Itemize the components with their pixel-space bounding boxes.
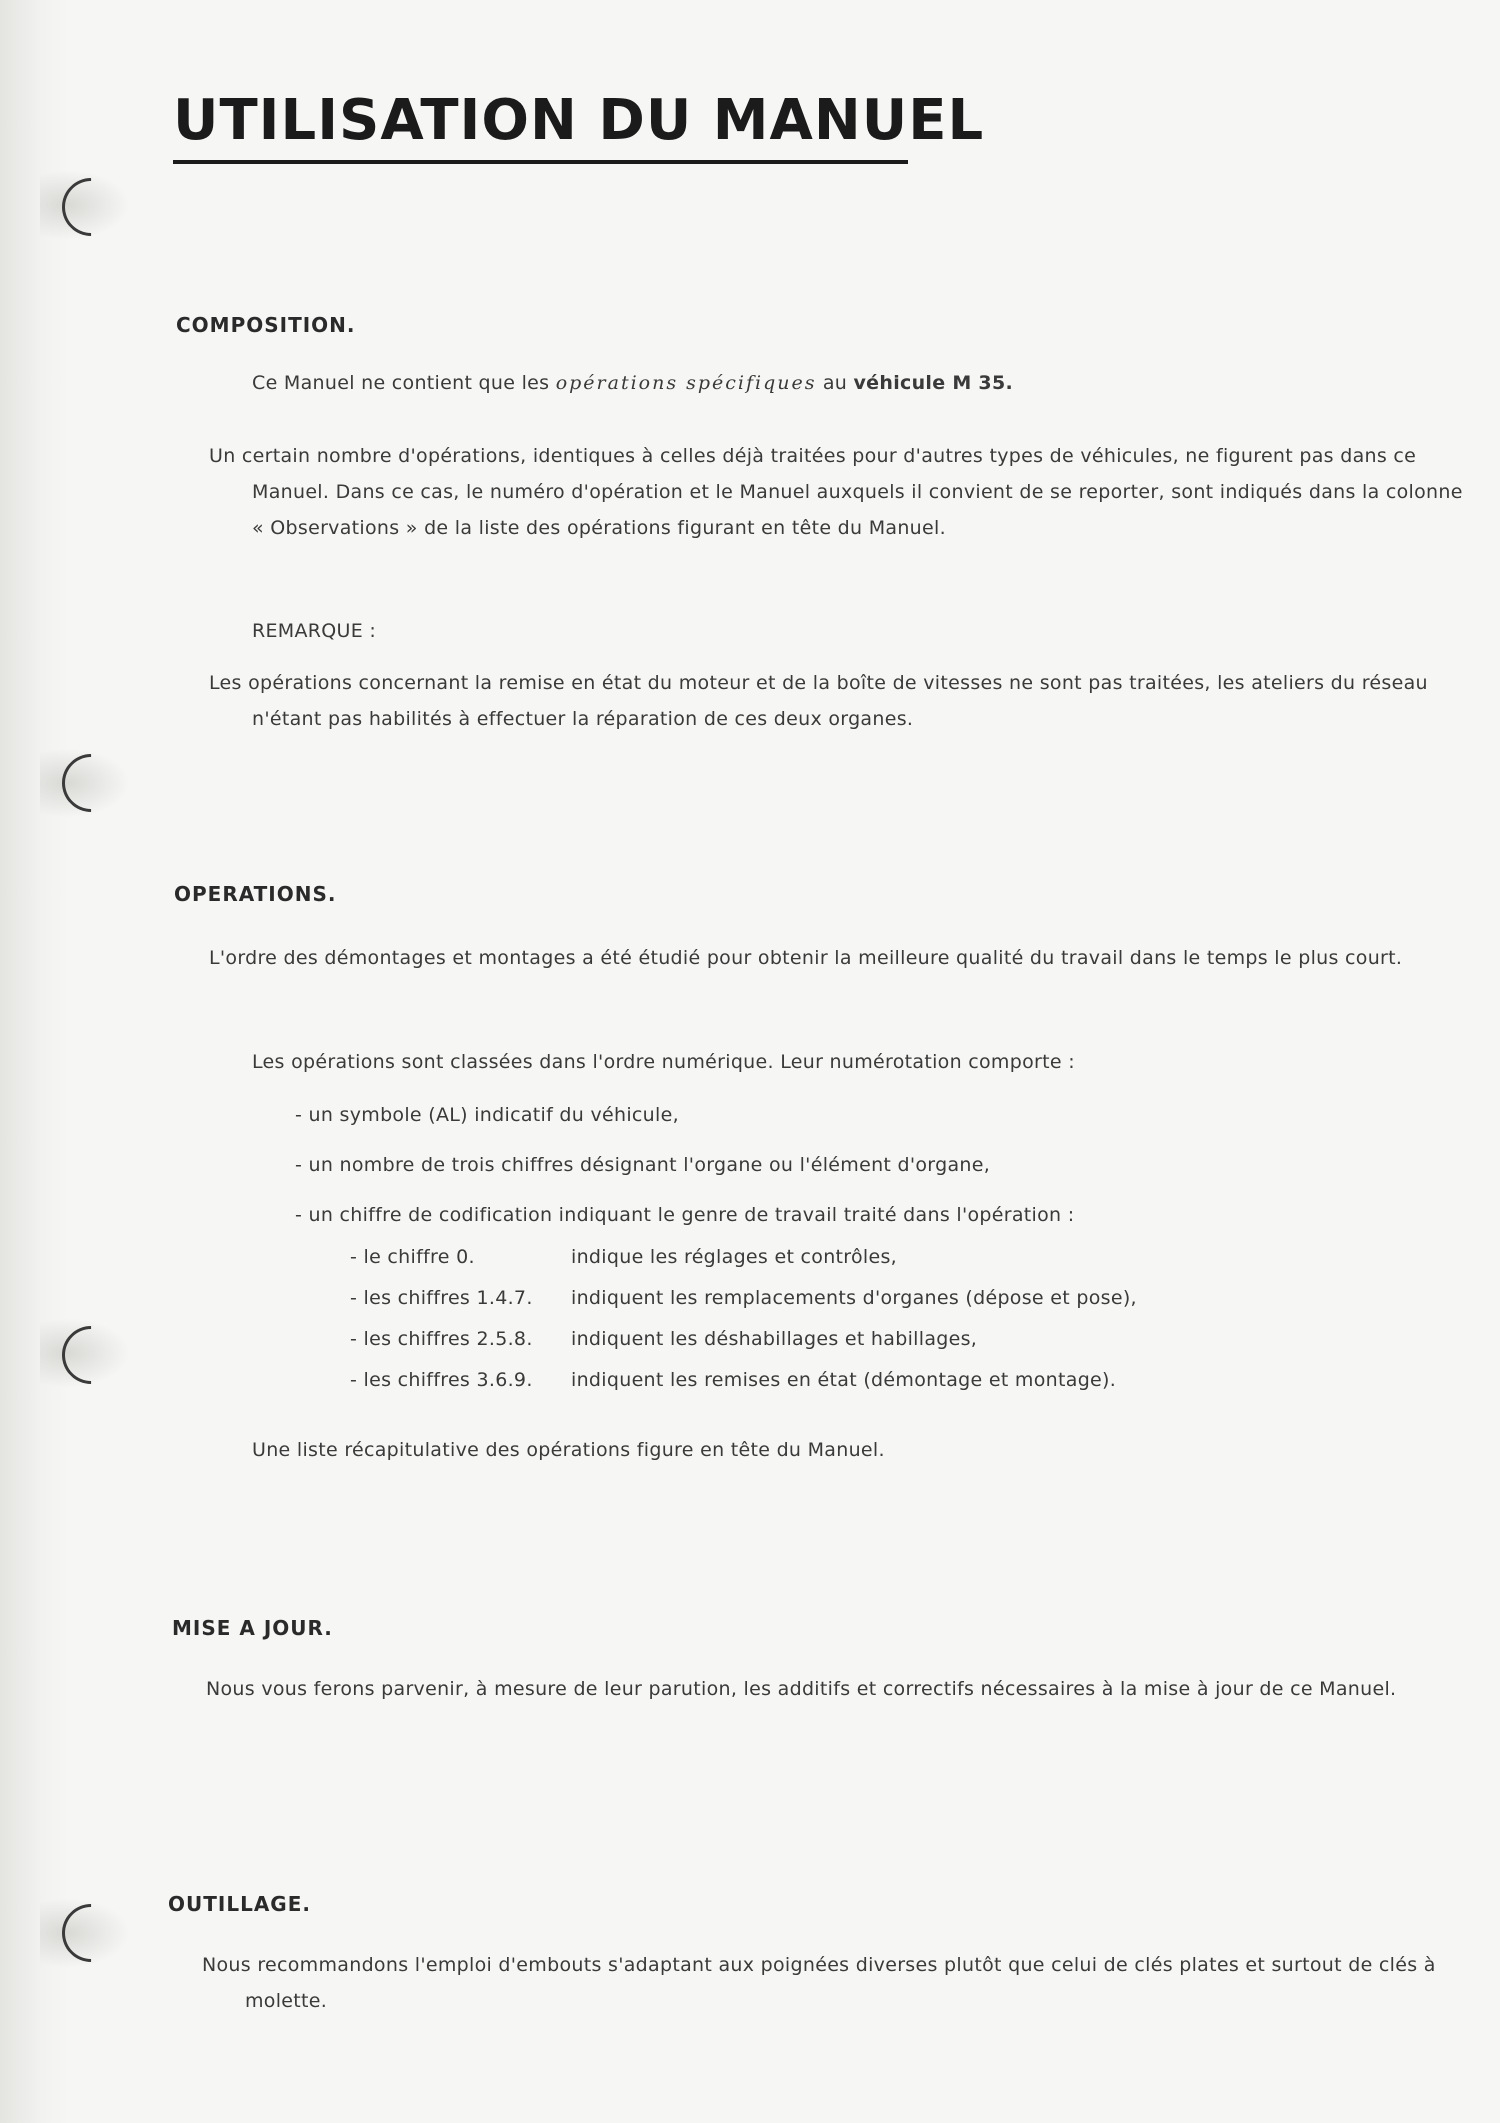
composition-paragraph-2: Un certain nombre d'opérations, identiques à celles déjà traitées pour d'autres types de véhicules, ne figurent pas dans ce Manuel. Dans ce cas, le numéro d'opération et le Manuel auxquels il convient de se reporter, sont indiqués dans la colonne « Observations » de la liste des opérations figurant en tête du Manuel.: [209, 445, 1463, 539]
page-title: UTILISATION DU MANUEL: [173, 88, 985, 153]
operations-subitem-label: - les chiffres 3.6.9.: [350, 1369, 533, 1391]
operations-subitem-text: indiquent les déshabillages et habillages,: [571, 1328, 978, 1350]
operations-item: - un chiffre de codification indiquant le genre de travail traité dans l'opération :: [295, 1204, 1075, 1226]
composition-paragraph-1: [252, 372, 1013, 394]
composition-p1-italic: opérations spécifiques: [555, 372, 817, 394]
heading-outillage: OUTILLAGE.: [168, 1892, 311, 1916]
operations-subitem-label: - le chiffre 0.: [350, 1246, 475, 1268]
remark-label: REMARQUE :: [252, 620, 377, 642]
composition-p1-vehicle: véhicule M 35.: [853, 372, 1013, 394]
operations-item: - un symbole (AL) indicatif du véhicule,: [295, 1104, 679, 1126]
composition-p1-text: Ce Manuel ne contient que les: [252, 372, 550, 394]
mise-a-jour-paragraph: Nous vous ferons parvenir, à mesure de leur parution, les additifs et correctifs nécessaires à la mise à jour de ce Manuel.: [206, 1678, 1397, 1700]
operations-item: - un nombre de trois chiffres désignant l'organe ou l'élément d'organe,: [295, 1154, 991, 1176]
heading-operations: OPERATIONS.: [174, 882, 337, 906]
remark-text: Les opérations concernant la remise en état du moteur et de la boîte de vitesses ne sont pas traitées, les ateliers du réseau n'étant pas habilités à effectuer la réparation de ces deux organes.: [209, 672, 1428, 730]
operations-paragraph-2: Les opérations sont classées dans l'ordre numérique. Leur numérotation comporte :: [252, 1051, 1075, 1073]
operations-subitem-label: - les chiffres 2.5.8.: [350, 1328, 533, 1350]
operations-paragraph-3: Une liste récapitulative des opérations figure en tête du Manuel.: [252, 1439, 885, 1461]
operations-subitem-text: indique les réglages et contrôles,: [571, 1246, 898, 1268]
title-underline: [173, 160, 908, 164]
operations-subitem-text: indiquent les remplacements d'organes (dépose et pose),: [571, 1287, 1137, 1309]
operations-subitem-label: - les chiffres 1.4.7.: [350, 1287, 533, 1309]
heading-composition: COMPOSITION.: [176, 313, 356, 337]
heading-mise-a-jour: MISE A JOUR.: [172, 1616, 333, 1640]
composition-p1-mid: au: [822, 372, 848, 394]
binding-edge-shadow: [0, 0, 70, 2123]
operations-paragraph-1: L'ordre des démontages et montages a été étudié pour obtenir la meilleure qualité du travail dans le temps le plus court.: [209, 947, 1403, 969]
outillage-paragraph: Nous recommandons l'emploi d'embouts s'adaptant aux poignées diverses plutôt que celui de clés plates et surtout de clés à molette.: [202, 1954, 1436, 2012]
operations-subitem-text: indiquent les remises en état (démontage et montage).: [571, 1369, 1117, 1391]
